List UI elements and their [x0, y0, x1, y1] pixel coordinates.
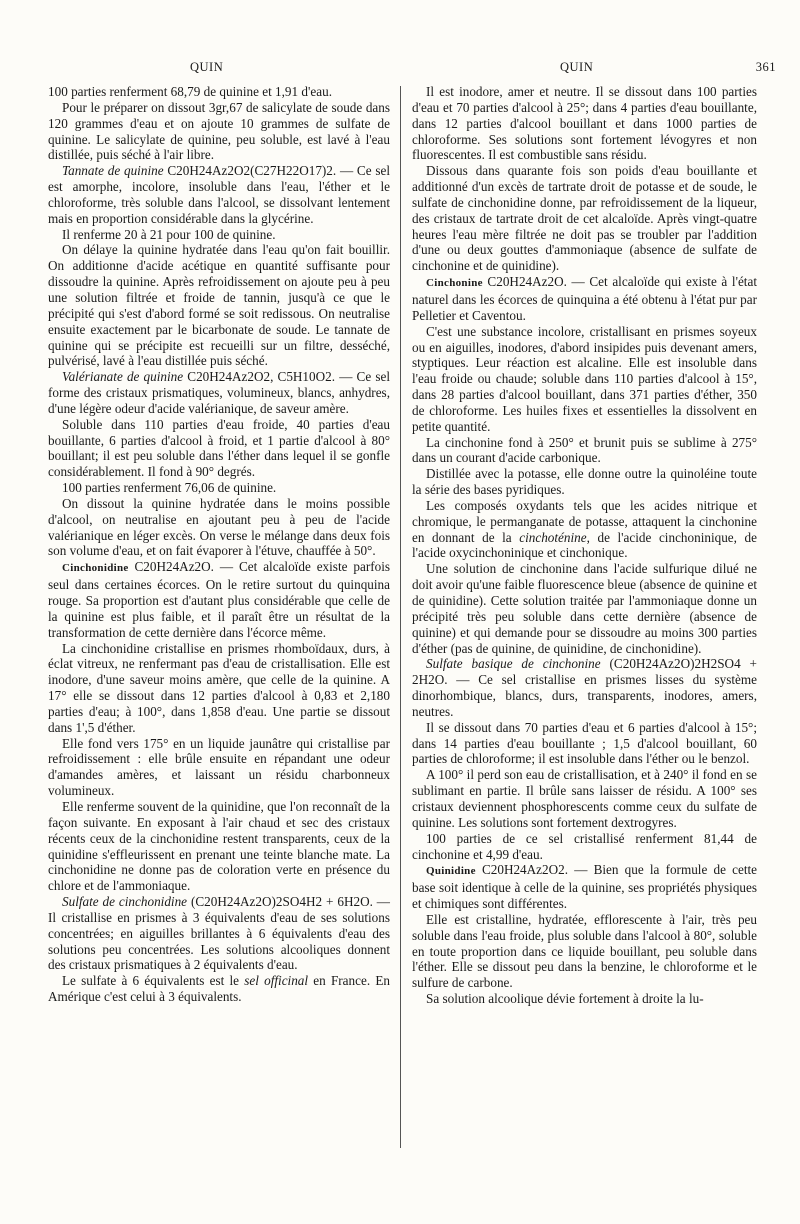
paragraph: [48, 641, 390, 736]
compound-heading: Sulfate basique de cinchonine: [426, 656, 601, 672]
paragraph: [412, 912, 757, 991]
paragraph: [48, 496, 390, 559]
right-column: [412, 84, 757, 1007]
paragraph-text: On délaye la quinine hydratée dans l'eau qu'on fait bouillir. On additionne d'acide acétique en quantité suffisante pour dissoudre la quinine. Après refroidissement on ajoute peu à peu une solution filtrée et froide de tannin, jusqu'à ce que le précipité qui s'est d'abord formé se soit redissous. On neutralise ensuite exactement par le bicarbonate de soude. Le tannate de quinine qui se précipite est recueilli sur un filtre, desséché, pulvérisé, lavé à l'eau distillée puis séché.: [48, 242, 390, 369]
paragraph-text: Sa solution alcoolique dévie fortement à droite la lu-: [426, 991, 704, 1007]
paragraph: [412, 862, 757, 912]
paragraph-text: C20H24Az2O2(C27H22O17)2. — Ce sel est amorphe, incolore, insoluble dans l'eau, l'éther et le chloroforme, très soluble dans l'alcool, se dissolvant lentement mais en proportion considérable dans la glycérine.: [48, 163, 390, 226]
paragraph: [48, 894, 390, 973]
paragraph-text: (C20H24Az2O)2H2SO4 + 2H2O. — Ce sel cristallise en prismes lisses du système dinorhombique, blancs, durs, transparents, inodores, amers, neutres.: [412, 656, 757, 719]
paragraph: [412, 324, 757, 435]
paragraph-text-tail: en France. En Amérique c'est celui à 3 équivalents.: [48, 973, 390, 1005]
paragraph: [412, 435, 757, 467]
paragraph: [48, 242, 390, 369]
paragraph: [48, 736, 390, 799]
paragraph: [48, 100, 390, 163]
paragraph: [412, 720, 757, 768]
running-header-left: QUIN: [190, 60, 224, 74]
paragraph-text: C'est une substance incolore, cristallisant en prismes soyeux ou en aiguilles, inodores, d'abord insipides puis devenant amers, styptiques. Leur réaction est alcaline. Elle est insoluble dans l'eau froide ou chaude; soluble dans 110 parties d'alcool à 15°, dans 28 parties d'alcool bouillant, dans 371 parties d'éther, 350 de chloroforme. Les huiles fixes et essentielles la dissolvent en petite quantité.: [412, 323, 757, 434]
paragraph: [412, 991, 757, 1007]
paragraph-text: La cinchonidine cristallise en prismes rhomboïdaux, durs, à éclat vitreux, ne renfermant pas d'eau de cristallisation. Elle est inodore, d'une saveur moins amère, que celle de la quinine. A 17° elle se dissout dans 12 parties d'alcool à 0,83 et 2,180 parties d'eau; à 100°, dans 1,858 d'eau. Une partie se dissout dans 1',5 d'éther.: [48, 640, 390, 735]
compound-heading: Valérianate de quinine: [62, 369, 184, 385]
section-heading: Cinchonidine: [62, 562, 129, 575]
paragraph-text: Il est inodore, amer et neutre. Il se dissout dans 100 parties d'eau et 70 parties d'alcool à 25°; dans 4 parties d'eau bouillante, dans 12 parties d'alcool bouillant et dans 1000 parties de chloroforme. Ses solutions sont fortement lévogyres et non fluorescentes. Il est combustible sans résidu.: [412, 84, 757, 163]
paragraph-text: C20H24Az2O. — Cet alcaloïde qui existe à l'état naturel dans les écorces de quinquina a été obtenu à l'état pur par Pelletier et Caventou.: [412, 274, 757, 323]
paragraph-text: Soluble dans 110 parties d'eau froide, 40 parties d'eau bouillante, 6 parties d'alcool à froid, et 1 partie d'alcool à 80° bouillant; il est peu soluble dans l'éther dans lequel il se gonfle considérablement. Il fond à 90° degrés.: [48, 416, 390, 480]
paragraph-text: Une solution de cinchonine dans l'acide sulfurique dilué ne doit avoir qu'une faible fluorescence bleue (absence de quinine et de quinidine). Cette solution traitée par l'ammoniaque donne un précipité très peu soluble dans cette dernière (absence de quinine) et qui demande pour se dissoudre au moins 300 parties d'éther (pas de quinine, de quinidine, de cinchonidine).: [412, 561, 757, 656]
paragraph-text: 100 parties renferment 76,06 de quinine.: [62, 480, 277, 496]
paragraph-text: 100 parties renferment 68,79 de quinine et 1,91 d'eau.: [48, 84, 332, 99]
paragraph: [48, 84, 390, 100]
paragraph: [48, 369, 390, 417]
paragraph-text: Dissous dans quarante fois son poids d'eau bouillante et additionné d'un excès de tartrate droit de potasse et de soude, le sulfate de cinchonidine donne, par refroidissement de la liqueur, des cristaux de tartrate droit de cet alcaloïde. Après vingt-quatre heures l'eau mère filtrée ne doit pas se troubler par l'addition d'une ou deux gouttes d'ammoniaque (absence de sulfate de cinchonine et de quinidine).: [412, 163, 757, 274]
paragraph: [412, 84, 757, 163]
paragraph-text: 100 parties de ce sel cristallisé renferment 81,44 de cinchonine et 4,99 d'eau.: [412, 830, 757, 862]
paragraph-text-tail: , de l'acide cinchoninique, de l'acide oxycinchoninique et cinchonique.: [412, 529, 757, 561]
paragraph-text: C20H24Az2O2. — Bien que la formule de cette base soit identique à celle de la quinine, ses propriétés physiques et chimiques sont différentes.: [412, 862, 757, 912]
emphasized-term: sel officinal: [244, 973, 309, 989]
paragraph: [412, 466, 757, 498]
paragraph-text: (C20H24Az2O)2SO4H2 + 6H2O. — Il cristallise en prismes à 3 équivalents d'eau de ses solutions concentrées; en aiguilles brillantes à 6 équivalents d'eau des solutions peu concentrées. Les solutions alcooliques donnent des cristaux prismatiques à 2 équivalents d'eau.: [48, 894, 390, 973]
paragraph: [412, 561, 757, 656]
paragraph: [48, 227, 390, 243]
paragraph-text: Elle renferme souvent de la quinidine, que l'on reconnaît de la façon suivante. En exposant à l'air chaud et sec des cristaux récents ceux de la cinchonidine restent transparents, ceux de la quinidine s'effleurissent en prenant une teinte blanche mate. La cinchonidine ne donne pas de coloration verte en présence du chlore et de l'ammoniaque.: [48, 798, 390, 894]
column-divider: [400, 86, 401, 1148]
page-number: 361: [755, 60, 776, 74]
compound-heading: Tannate de quinine: [62, 163, 164, 179]
paragraph: [48, 799, 390, 894]
paragraph-text: On dissout la quinine hydratée dans le moins possible d'alcool, on neutralise en ajoutant peu à peu de l'acide valérianique en léger excès. On verse le mélange dans deux fois son volume d'eau, et on fait évaporer à l'étuve, chauffée à 50°.: [48, 495, 390, 559]
paragraph-text: A 100° il perd son eau de cristallisation, et à 240° il fond en se sublimant en partie. Il brûle sans laisser de résidu. A 100° ses cristaux deviennent phosphorescents comme ceux du sulfate de quinine. Les solutions sont fortement dextrogyres.: [412, 767, 757, 830]
paragraph-text: Pour le préparer on dissout 3gr,67 de salicylate de soude dans 120 grammes d'eau et on ajoute 10 grammes de sulfate de quinine. Le salicylate de quinine, peu soluble, est lavé à l'eau distillée, puis séché à l'air libre.: [48, 99, 390, 163]
paragraph-text: Distillée avec la potasse, elle donne outre la quinoléine toute la série des bases pyridiques.: [412, 466, 757, 498]
paragraph-text: Elle est cristalline, hydratée, efflorescente à l'air, très peu soluble dans l'eau froide, plus soluble dans l'alcool à 80°, soluble en toute proportion dans ce liquide bouillant, peu soluble dans l'éther. Elle se dissout peu dans la benzine, le chloroforme et le sulfure de carbone.: [412, 911, 757, 991]
paragraph: [412, 274, 757, 324]
paragraph-text: Le sulfate à 6 équivalents est le: [62, 973, 245, 989]
section-heading: Quinidine: [426, 865, 476, 878]
left-column: [48, 84, 390, 1005]
paragraph-text: Elle fond vers 175° en un liquide jaunâtre qui cristallise par refroidissement : elle brûle ensuite en répandant une odeur d'amandes amères, et laissant un résidu charbonneux volumineux.: [48, 735, 390, 799]
paragraph: [48, 163, 390, 226]
paragraph-text: C20H24Az2O2, C5H10O2. — Ce sel forme des cristaux prismatiques, volumineux, blancs, anhydres, d'une légère odeur d'acide valérianique, de saveur amère.: [48, 369, 390, 416]
paragraph: [412, 767, 757, 830]
paragraph-text: Les composés oxydants tels que les acides nitrique et chromique, le permanganate de potasse, attaquent la cinchonine en donnant de la: [412, 497, 757, 545]
emphasized-term: cinchoténine: [519, 529, 587, 545]
paragraph: [412, 831, 757, 863]
paragraph: [48, 417, 390, 480]
paragraph-text: Il se dissout dans 70 parties d'eau et 6 parties d'alcool à 15°; dans 14 parties d'eau bouillante ; 1,5 d'alcool bouillant, 60 parties de chloroforme; il est insoluble dans l'éther ou le benzol.: [412, 719, 757, 767]
section-heading: Cinchonine: [426, 277, 483, 290]
paragraph-text: Il renferme 20 à 21 pour 100 de quinine.: [62, 226, 276, 242]
paragraph: [412, 498, 757, 561]
compound-heading: Sulfate de cinchonidine: [62, 894, 188, 910]
paragraph: [412, 656, 757, 719]
paragraph: [48, 480, 390, 496]
paragraph: [412, 163, 757, 274]
running-header-right: QUIN: [560, 60, 594, 74]
paragraph: [48, 973, 390, 1005]
paragraph-text: C20H24Az2O. — Cet alcaloïde existe parfois seul dans certaines écorces. On le retire surtout du quinquina rouge. Sa proportion est d'autant plus considérable que celle de la quinine est plus faible, et il paraît être un résultat de la transformation de cette dernière dans l'écorce même.: [48, 559, 390, 640]
paragraph: [48, 559, 390, 640]
paragraph-text: La cinchonine fond à 250° et brunit puis se sublime à 275° dans un courant d'acide carbonique.: [412, 434, 757, 466]
